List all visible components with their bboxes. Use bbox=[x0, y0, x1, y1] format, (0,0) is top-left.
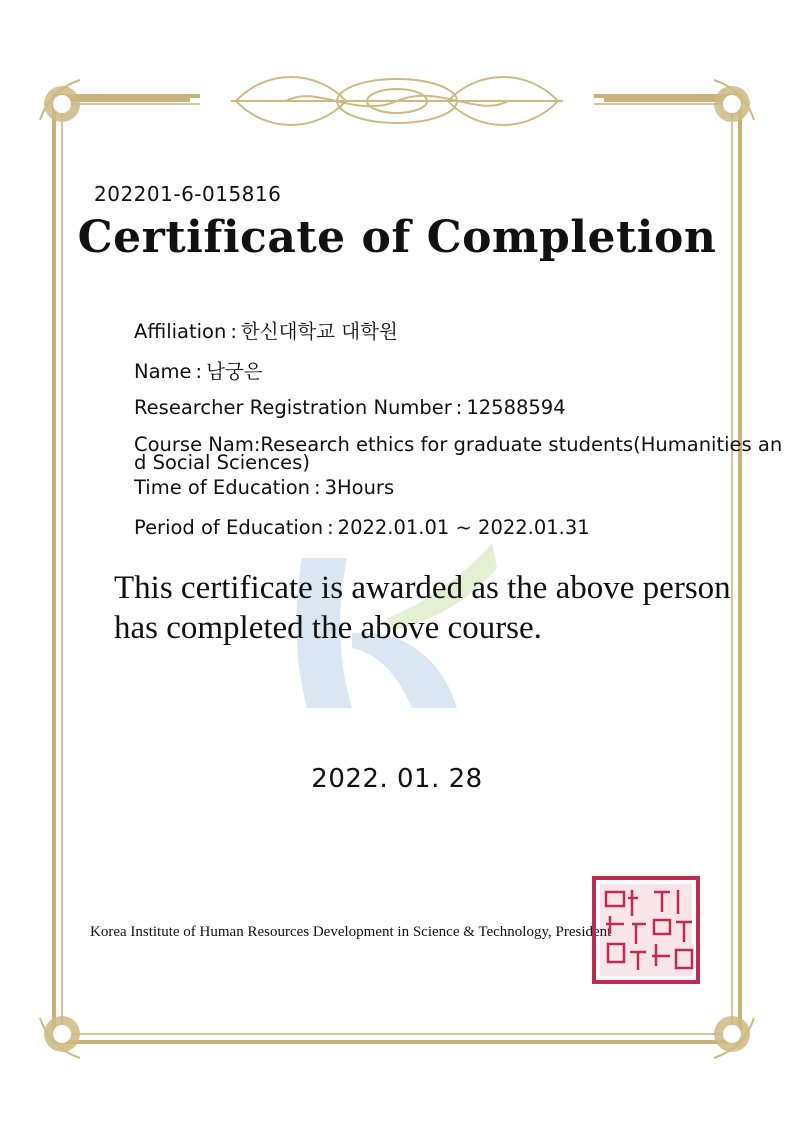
field-separator: : bbox=[455, 396, 463, 419]
field-value: 한신대학교 대학원 bbox=[240, 320, 398, 343]
field-course-name bbox=[134, 433, 784, 474]
field-label: Affiliation bbox=[134, 320, 227, 343]
field-label: Period of Education bbox=[134, 516, 324, 539]
field-separator: : bbox=[314, 476, 321, 499]
field-value: Research ethics for graduate students(Humanities and Social Sciences) bbox=[134, 433, 783, 474]
field-separator: : bbox=[253, 433, 261, 456]
field-value: 12588594 bbox=[466, 396, 566, 419]
field-value: 3Hours bbox=[324, 476, 395, 499]
field-label: Course Nam bbox=[134, 433, 254, 456]
field-separator: : bbox=[195, 360, 203, 383]
official-seal-stamp bbox=[592, 876, 700, 984]
field-name bbox=[134, 356, 263, 384]
field-registration-number bbox=[134, 396, 566, 419]
field-label: Name bbox=[134, 360, 192, 383]
field-separator: : bbox=[327, 516, 334, 539]
field-label: Researcher Registration Number bbox=[134, 396, 452, 419]
issue-date: 2022. 01. 28 bbox=[311, 764, 483, 794]
field-label: Time of Education bbox=[134, 476, 310, 499]
certificate-number: 202201-6-015816 bbox=[94, 182, 282, 206]
top-flourish-ornament bbox=[226, 64, 568, 138]
field-period-of-education bbox=[134, 516, 590, 539]
award-statement: This certificate is awarded as the above person has completed the above course. bbox=[114, 570, 731, 646]
field-affiliation bbox=[134, 316, 398, 344]
field-time-of-education bbox=[134, 476, 394, 499]
field-value: 2022.01.01 ~ 2022.01.31 bbox=[337, 516, 590, 539]
issuer-signature-line: Korea Institute of Human Resources Development in Science & Technology, President bbox=[90, 924, 612, 940]
certificate-title: Certificate of Completion bbox=[77, 212, 717, 263]
field-separator: : bbox=[230, 320, 237, 343]
field-value: 남궁은 bbox=[206, 360, 263, 383]
